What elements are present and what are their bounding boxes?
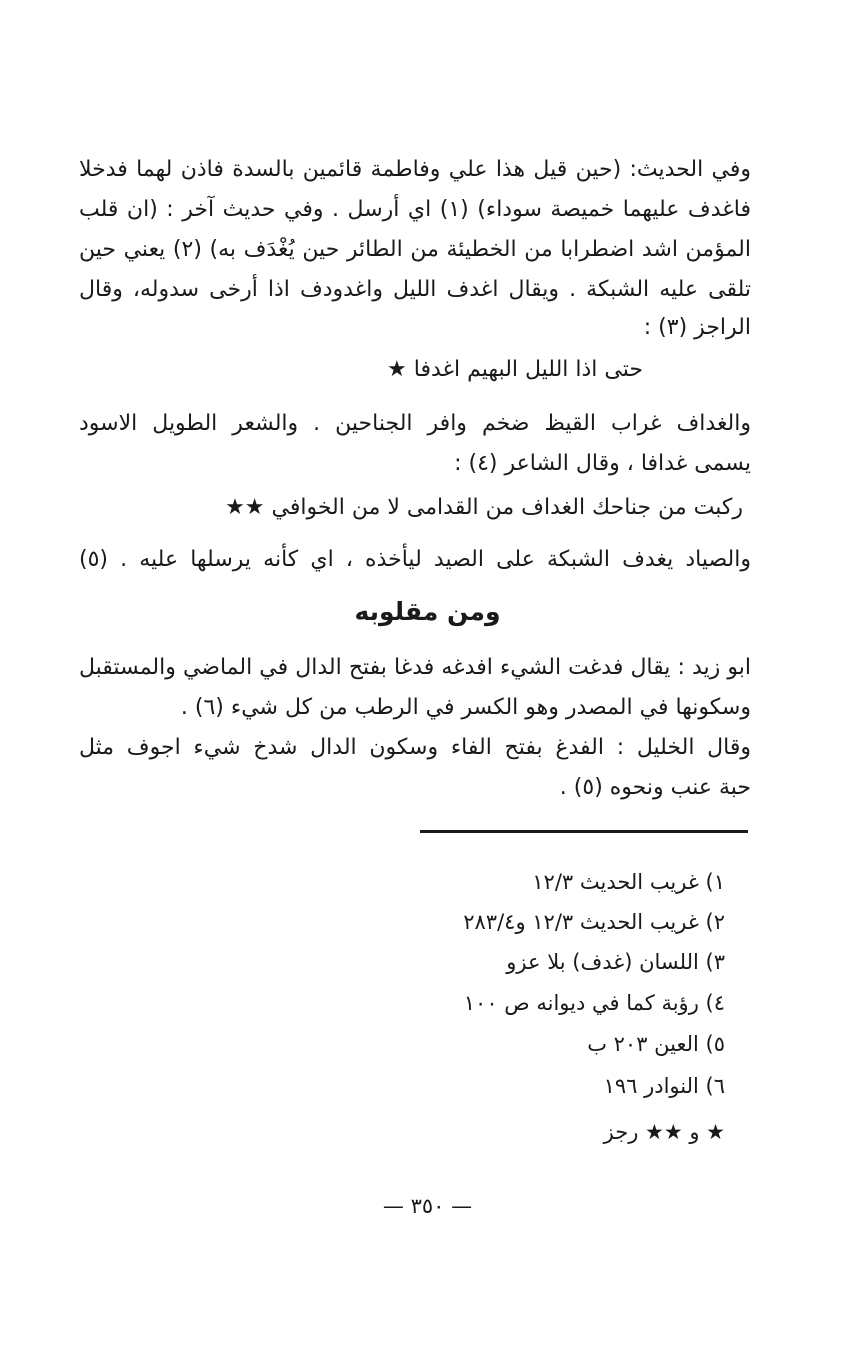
body-line: والغداف غراب القيظ ضخم وافر الجناحين . والشعر الطويل الاسود (79, 411, 751, 436)
footnote: ★ و ★★ رجز (603, 1120, 725, 1144)
body-line: وقال الخليل : الفدغ بفتح الفاء وسكون الدال شدخ شيء اجوف مثل (79, 735, 751, 760)
verse-line: ركبت من جناحك الغداف من القدامى لا من الخوافي ★★ (225, 495, 743, 520)
body-line: المؤمن اشد اضطرابا من الخطيئة من الطائر حين يُغْدَف به) (٢) يعني حين (79, 237, 751, 262)
footnote: ٣) اللسان (غدف) بلا عزو (506, 950, 725, 974)
body-line: يسمى غدافا ، وقال الشاعر (٤) : (454, 451, 751, 476)
body-line: وسكونها في المصدر وهو الكسر في الرطب من كل شيء (٦) . (180, 695, 751, 720)
footnote: ٥) العين ٢٠٣ ب (587, 1032, 725, 1056)
footnote: ١) غريب الحديث ١٢/٣ (532, 870, 725, 894)
verse-line: حتى اذا الليل البهيم اغدفا ★ (387, 357, 643, 382)
body-line: ابو زيد : يقال فدغت الشيء افدغه فدغا بفتح الدال في الماضي والمستقبل (79, 655, 751, 680)
body-line: تلقى عليه الشبكة . ويقال اغدف الليل واغدودف اذا أرخى سدوله، وقال (79, 277, 751, 302)
body-line: فاغدف عليهما خميصة سوداء) (١) اي أرسل . وفي حديث آخر : (ان قلب (79, 197, 751, 222)
body-line: والصياد يغدف الشبكة على الصيد ليأخذه ، اي كأنه يرسلها عليه . (٥) (79, 547, 751, 572)
page-number: — ٣٥٠ — (382, 1194, 473, 1218)
section-heading: ومن مقلوبه (354, 597, 501, 626)
footnote: ٦) النوادر ١٩٦ (603, 1074, 725, 1098)
footnote: ٤) رؤبة كما في ديوانه ص ١٠٠ (463, 991, 725, 1015)
body-line: حبة عنب ونحوه (٥) . (559, 775, 751, 800)
footnote: ٢) غريب الحديث ١٢/٣ و٢٨٣/٤ (463, 910, 725, 934)
footnote-divider (420, 830, 748, 833)
body-line: الراجز (٣) : (643, 315, 751, 340)
body-line: وفي الحديث: (حين قيل هذا علي وفاطمة قائمين بالسدة فاذن لهما فدخلا (79, 157, 751, 182)
